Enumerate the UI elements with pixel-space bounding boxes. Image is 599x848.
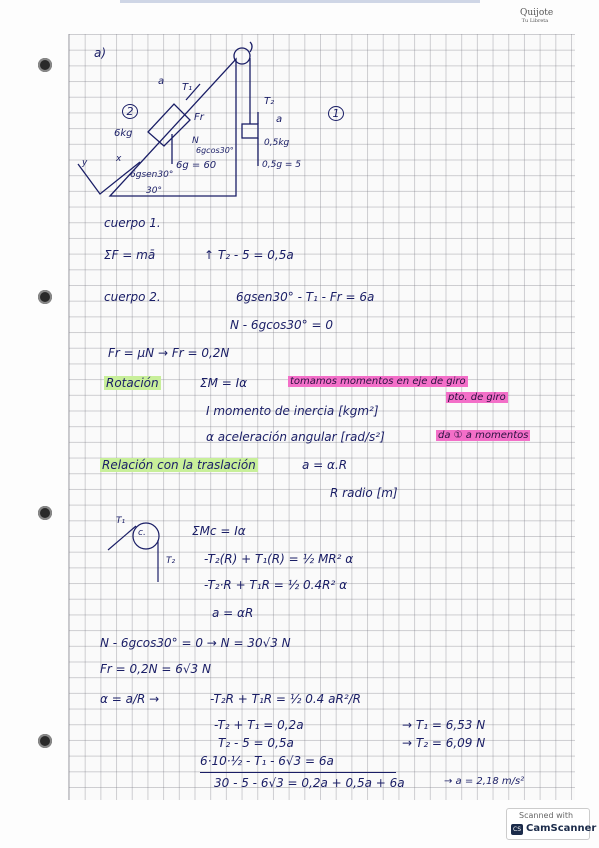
body1-marker: 1 [328, 106, 344, 121]
result-a: → a = 2,18 m/s² [444, 776, 525, 787]
inertia-def: I momento de inercia [kgm²] [206, 404, 379, 418]
logo-text: Quijote [520, 8, 554, 18]
result-t1: → T₁ = 6,53 N [402, 718, 486, 732]
weight1-label: 0,5g = 5 [262, 160, 302, 170]
sys-eq-3: 6·10·½ - T₁ - 6√3 = 6a [200, 754, 334, 768]
hanging-block [242, 124, 258, 138]
body1-equation: ↑ T₂ - 5 = 0,5a [204, 248, 294, 262]
incline-block [148, 104, 190, 146]
part-label: a) [94, 46, 107, 60]
friction-eq: Fr = μN → Fr = 0,2N [108, 346, 230, 360]
pulley-t1-label: T₁ [116, 516, 126, 526]
torque-eq: ΣM = Iα [200, 376, 248, 390]
rot-step-1: -T₂(R) + T₁(R) = ½ MR² α [204, 552, 354, 566]
camscanner-icon: CS [513, 826, 521, 833]
camscanner-text: CamScanner [526, 823, 597, 834]
logo-subtext: Tu Libreta [521, 18, 549, 24]
friction-result: Fr = 0,2N = 6√3 N [100, 662, 211, 676]
6gcos-label: 6gcos30° [196, 146, 234, 155]
binder-hole [38, 58, 52, 72]
pulley-center-label: c. [138, 528, 146, 538]
sys-step-1: -T₂R + T₁R = ½ 0.4 aR²/R [210, 692, 362, 706]
highlight-axis-note: tomamos momentos en eje de giro [290, 376, 466, 387]
tension2-label: T₂ [264, 96, 275, 107]
sys-eq-2: T₂ - 5 = 0,5a [218, 736, 294, 750]
6gsen-label: 6gsen30° [130, 170, 174, 180]
x-axis-label: x [116, 154, 122, 164]
scan-edge [120, 0, 480, 3]
cuerpo2-heading: cuerpo 2. [104, 290, 161, 304]
torque-c-eq: ΣMc = Iα [192, 524, 246, 538]
sum-line [200, 772, 396, 773]
accel2-label: a [276, 114, 283, 125]
angle-label: 30° [146, 186, 162, 196]
rot-step-2: -T₂·R + T₁R = ½ 0.4R² α [204, 578, 347, 592]
normal-label: N [192, 136, 199, 146]
newton-law: ΣF = mā [104, 248, 156, 262]
alpha-substitution: α = a/R → [100, 692, 160, 706]
highlight-moments-note: da ① a momentos [438, 430, 529, 441]
mass1-label: 0,5kg [264, 138, 290, 148]
accel-label: a [158, 76, 165, 87]
relation-heading: Relación con la traslación [102, 458, 256, 472]
binder-hole [38, 290, 52, 304]
angular-accel-def: α aceleración angular [rad/s²] [206, 430, 385, 444]
body2-eq-y: N - 6gcos30° = 0 [230, 318, 333, 332]
y-axis-label: y [82, 158, 88, 168]
binder-hole [38, 506, 52, 520]
body2-marker: 2 [122, 104, 138, 119]
binder-hole [38, 734, 52, 748]
sys-sum: 30 - 5 - 6√3 = 0,2a + 0,5a + 6a [214, 776, 405, 790]
camscanner-badge [506, 808, 597, 840]
relation-eq: a = α.R [302, 458, 348, 472]
radius-def: R radio [m] [330, 486, 398, 500]
scanned-with-text: Scanned with [519, 811, 574, 820]
sys-eq-1: -T₂ + T₁ = 0,2a [214, 718, 304, 732]
highlight-pivot-note: pto. de giro [448, 392, 506, 403]
weight2-label: 6g = 60 [176, 160, 217, 171]
tension1-label: T₁ [182, 82, 193, 93]
pulley-sketch [100, 516, 170, 586]
result-t2: → T₂ = 6,09 N [402, 736, 486, 750]
cuerpo1-heading: cuerpo 1. [104, 216, 161, 230]
pulley-t2-label: T₂ [166, 556, 176, 566]
body2-eq-x: 6gsen30° - T₁ - Fr = 6a [236, 290, 375, 304]
friction-label: Fr [194, 112, 204, 123]
pulley-circle [234, 48, 250, 64]
rotation-heading: Rotación [106, 376, 159, 390]
mass2-label: 6kg [114, 128, 133, 139]
rot-step-3: a = αR [212, 606, 254, 620]
normal-result: N - 6gcos30° = 0 → N = 30√3 N [100, 636, 291, 650]
